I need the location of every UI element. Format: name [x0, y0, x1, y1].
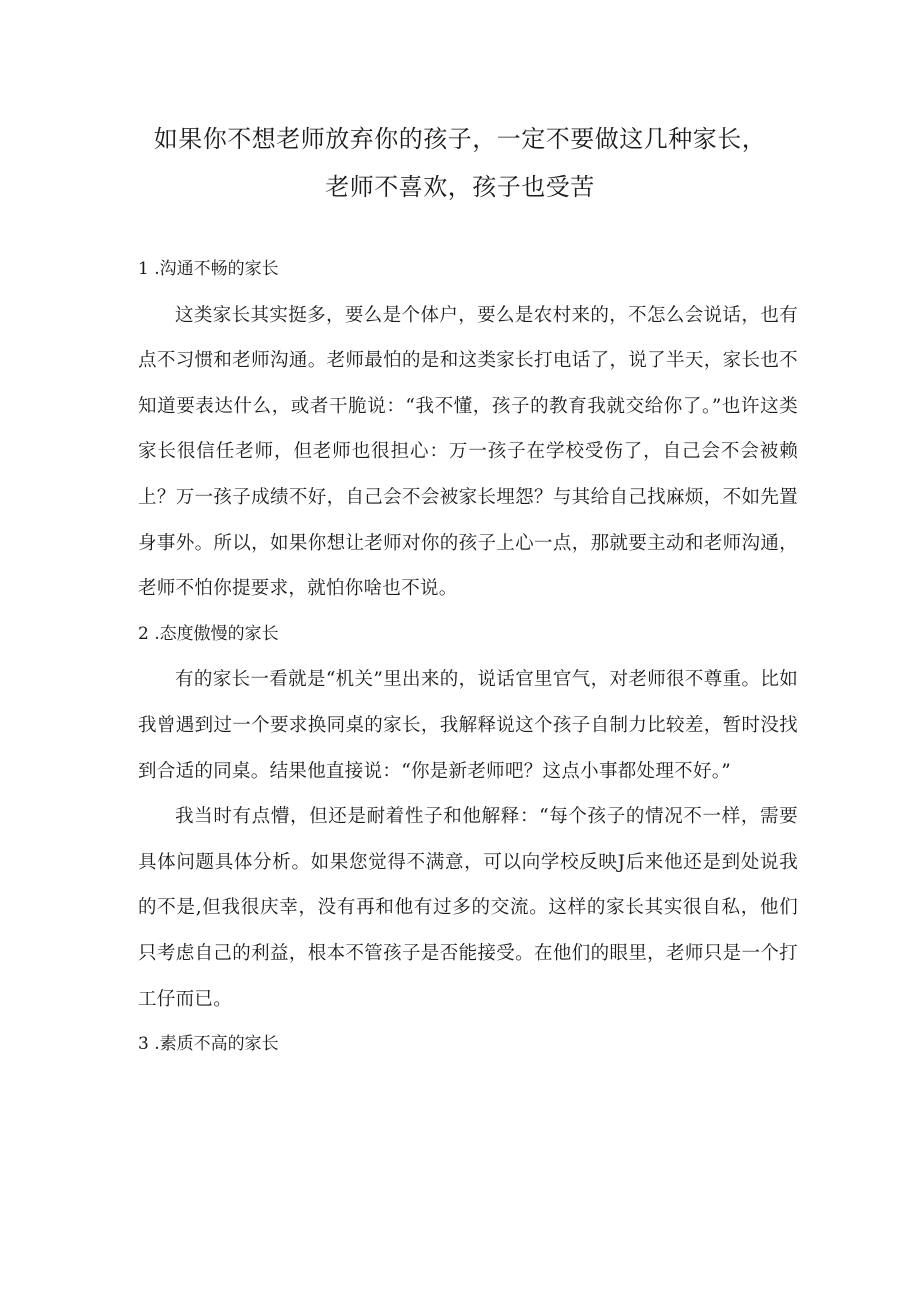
document-title-line-1: 如果你不想老师放弃你的孩子，一定不要做这几种家长，: [153, 125, 767, 153]
section-2-paragraph-2: 我当时有点懵，但还是耐着性子和他解释：“每个孩子的情况不一样，需要具体问题具体分析。如果您觉得不满意，可以向学校反映J后来他还是到处说我的不是,但我很庆幸，没有再和他有过多的交流。这样的家长其实很自私，他们只考虑自己的利益，根本不管孩子是否能接受。在他们的眼里，老师只是一个打工仔而已。: [138, 806, 798, 1010]
section-1-paragraph-1: 这类家长其实挺多，要么是个体户，要么是农村来的，不怎么会说话，也有点不习惯和老师沟通。老师最怕的是和这类家长打电话了，说了半天，家长也不知道要表达什么，或者干脆说：“我不懂，孩子的教育我就交给你了。”也许这类家长很信任老师，但老师也很担心：万一孩子在学校受伤了，自己会不会被赖上？万一孩子成绩不好，自己会不会被家长埋怨？与其给自己找麻烦，不如先置身事外。所以，如果你想让老师对你的孩子上心一点，那就要主动和老师沟通，老师不怕你提要求，就怕你啥也不说。: [138, 304, 798, 600]
section-heading-3: 3 .素质不高的家长: [138, 1034, 279, 1055]
document-title-line-2: 老师不喜欢，孩子也受苦: [325, 173, 595, 201]
section-heading-1: 1 .沟通不畅的家长: [138, 259, 279, 279]
section-2-paragraph-1: 有的家长一看就是“机关”里出来的，说话官里官气，对老师很不尊重。比如我曾遇到过一个要求换同桌的家长，我解释说这个孩子自制力比较差，暂时没找到合适的同桌。结果他直接说：“你是新老师吧？这点小事都处理不好。”: [138, 669, 798, 782]
document-body: [138, 247, 798, 1068]
section-heading-2: 2 .态度傲慢的家长: [138, 623, 279, 644]
